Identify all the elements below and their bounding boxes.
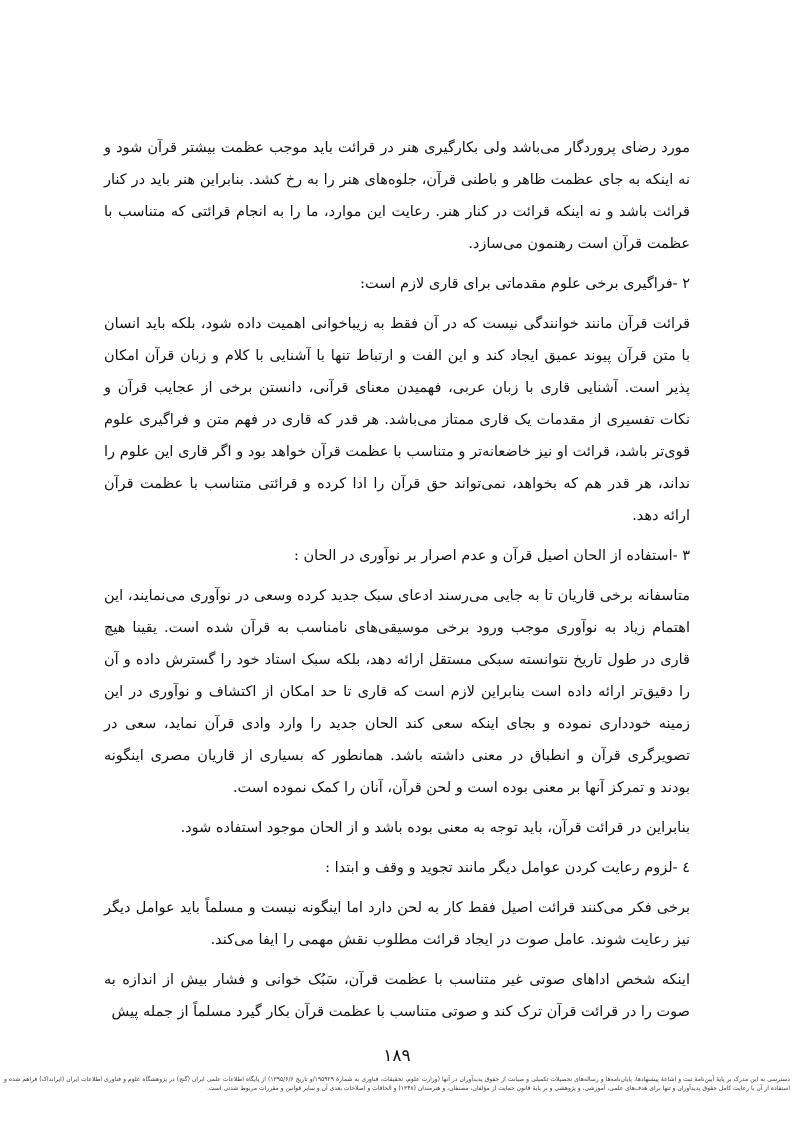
body-paragraph: مورد رضای پروردگار می‌باشد ولی بکارگیری هنر در قرائت باید موجب عظمت بیشتر قرآن شود و نه اینکه به جای عظمت ظاهر و باطنی قرآن، جلوه‌های هنر را به رخ کشد. بنابراین هنر باید در کنار قرائت باشد و نه اینکه قرائت در کنار هنر. رعایت این موارد، ما را به انجام قرائتی که متناسب با عظمت قرآن است رهنمون می‌سازد.: [104, 140, 690, 252]
page-number: ۱۸۹: [383, 1046, 411, 1066]
body-paragraph: بنابراین در قرائت قرآن، باید توجه به معنی بوده باشد و از الحان موجود استفاده شود.: [180, 820, 690, 836]
body-paragraph: متاسفانه برخی قاریان تا به جایی می‌رسند ادعای سبک جدید کرده وسعی در نوآوری می‌نمایند، این اهتمام زیاد به نوآوری موجب ورود برخی موسیقی‌های نامناسب به قرآن شده است. یقینا هیچ قاری در طول تاریخ نتوانسته سبکی مستقل ارائه دهد، بلکه سبک استاد خود را گسترش داده و آن را دقیق‌تر ارائه داده است بنابراین لازم است که قاری تا حد امکان از اکتشاف و نوآوری در این زمینه خودداری نموده و بجای اینکه سعی کند الحان جدید را وارد وادی قرآن نماید، سعی در تصویرگری قرآن و انطباق در معنی داشته باشد. همانطور که بسیاری از قاریان مصری اینگونه بودند و تمرکز آنها بر معنی بوده است و لحن قرآن، آنان را کمک نموده است.: [104, 588, 690, 796]
body-paragraph: اینکه شخص اداهای صوتی غیر متناسب با عظمت قرآن، سَبُک خوانی و فشار بیش از اندازه به صوت را در قرائت قرآن ترک کند و صوتی متناسب با عظمت قرآن بکار گیرد مسلماً از جمله پیش: [104, 972, 690, 1020]
page-body: [104, 132, 690, 1036]
section-heading: ۳ -استفاده از الحان اصیل قرآن و عدم اصرار بر نوآوری در الحان :: [294, 548, 690, 564]
section-heading: ٤ -لزوم رعایت کردن عوامل دیگر مانند تجوید و وقف و ابتدا :: [325, 860, 690, 876]
section-heading: ۲ -فراگیری برخی علوم مقدماتی برای قاری لازم است:: [360, 276, 690, 292]
body-paragraph: برخی فکر می‌کنند قرائت اصیل فقط کار به لحن دارد اما اینگونه نیست و مسلماً باید عوامل دیگر نیز رعایت شوند. عامل صوت در ایجاد قرائت مطلوب نقش مهمی را ایفا می‌کند.: [104, 900, 690, 948]
footer-copyright-note: دسترسی به این مدرک بر پایهٔ آیین‌نامهٔ ثبت و اشاعهٔ پیشنهادها، پایان‌نامه‌ها و رساله‌های تحصیلات تکمیلی و صیانت از حقوق پدیدآوران در آنها (وزارت علوم، تحقیقات، فناوری به شمارهٔ ۱۹۵۹۲۹/و تاریخ ۱۳۹۵/۶/۶) از پایگاه اطلاعات علمی ایران (گنج) در پژوهشگاه علوم و فناوری اطلاعات ایران (ایرانداک) فراهم شده و استفاده از آن با رعایت کامل حقوق پدیدآوران و تنها برای هدف‌های علمی، آموزشی، و پژوهشی و بر پایهٔ قانون حمایت از مؤلفان، مصنفان، و هنرمندان (۱۳۴۸) و الحاقات و اصلاحات بعدی آن و سایر قوانین و مقررات مربوط شدنی است.: [4, 1076, 790, 1092]
body-paragraph: قرائت قرآن مانند خوانندگی نیست که در آن فقط به زیباخوانی اهمیت داده شود، بلکه باید انسان با متن قرآن پیوند عمیق ایجاد کند و این الفت و ارتباط تنها با آشنایی با کلام و زبان قرآن امکان پذیر است. آشنایی قاری با زبان عربی، فهمیدن معنای قرآنی، دانستن برخی از عجایب قرآن و نکات تفسیری از مقدمات یک قاری ممتاز می‌باشد. هر قدر که قاری در فهم متن و فراگیری علوم قوی‌تر باشد، قرائت او نیز خاضعانه‌تر و متناسب با عظمت قرآن خواهد بود و اگر قاری این علوم را نداند، هر قدر هم که بخواهد، نمی‌تواند حق قرآن را ادا کرده و قرائتی متناسب با عظمت قرآن ارائه دهد.: [104, 316, 690, 524]
